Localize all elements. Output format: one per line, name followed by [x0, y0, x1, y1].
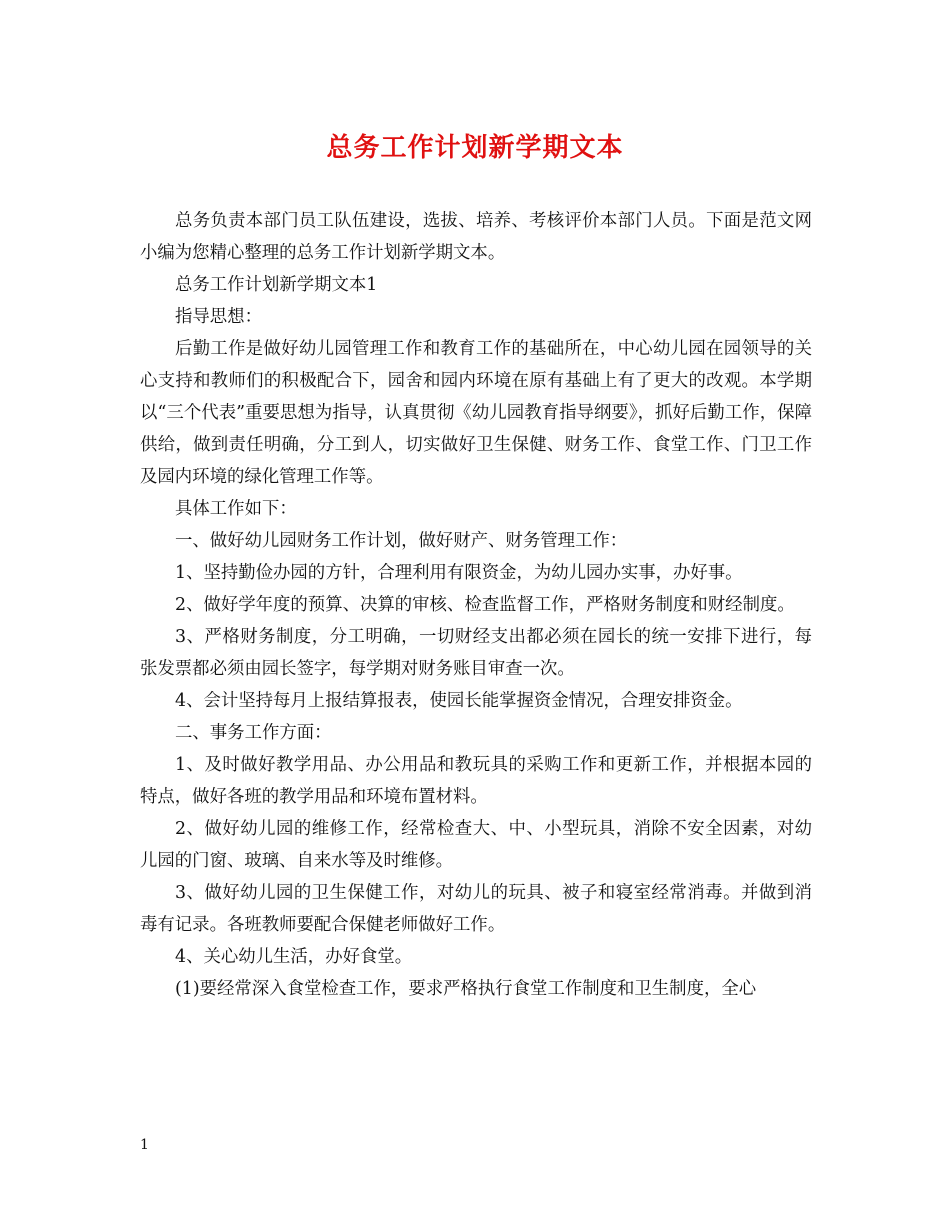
paragraph-affairs-item-2: 2、做好幼儿园的维修工作，经常检查大、中、小型玩具，消除不安全因素，对幼儿园的门窗、玻璃、自来水等及时维修。 — [140, 819, 812, 871]
paragraph-finance-heading: 一、做好幼儿园财务工作计划，做好财产、财务管理工作： — [175, 531, 628, 551]
page-number: 1 — [140, 1137, 149, 1153]
paragraph-finance-item-4: 4、会计坚持每月上报结算报表，使园长能掌握资金情况，合理安排资金。 — [175, 691, 743, 711]
paragraph-canteen-item-1: (1)要经常深入食堂检查工作，要求严格执行食堂工作制度和卫生制度，全心 — [175, 979, 757, 999]
paragraph-finance-item-2: 2、做好学年度的预算、决算的审核、检查监督工作，严格财务制度和财经制度。 — [175, 595, 795, 615]
paragraph-affairs-item-4: 4、关心幼儿生活，办好食堂。 — [175, 947, 413, 967]
document-title: 总务工作计划新学期文本 — [326, 133, 624, 163]
document-body — [140, 205, 812, 1005]
paragraph-guiding-thought: 后勤工作是做好幼儿园管理工作和教育工作的基础所在，中心幼儿园在园领导的关心支持和教师们的积极配合下，园舍和园内环境在原有基础上有了更大的改观。本学期以“三个代表”重要思想为指导，认真贯彻《幼儿园教育指导纲要》，抓好后勤工作，保障供给，做到责任明确，分工到人，切实做好卫生保健、财务工作、食堂工作、门卫工作及园内环境的绿化管理工作等。 — [140, 339, 812, 487]
paragraph-affairs-heading: 二、事务工作方面： — [175, 723, 332, 743]
paragraph-specific-work-label: 具体工作如下： — [175, 499, 297, 519]
paragraph-section-heading: 总务工作计划新学期文本1 — [175, 275, 378, 295]
paragraph-guiding-thought-label: 指导思想： — [175, 307, 262, 327]
paragraph-intro: 总务负责本部门员工队伍建设，选拔、培养、考核评价本部门人员。下面是范文网小编为您精心整理的总务工作计划新学期文本。 — [140, 211, 812, 263]
paragraph-finance-item-3: 3、严格财务制度，分工明确，一切财经支出都必须在园长的统一安排下进行，每张发票都必须由园长签字，每学期对财务账目审查一次。 — [140, 627, 812, 679]
paragraph-finance-item-1: 1、坚持勤俭办园的方针，合理利用有限资金，为幼儿园办实事，办好事。 — [175, 563, 743, 583]
paragraph-affairs-item-1: 1、及时做好教学用品、办公用品和教玩具的采购工作和更新工作，并根据本园的特点，做好各班的教学用品和环境布置材料。 — [140, 755, 812, 807]
paragraph-affairs-item-3: 3、做好幼儿园的卫生保健工作，对幼儿的玩具、被子和寝室经常消毒。并做到消毒有记录。各班教师要配合保健老师做好工作。 — [140, 883, 812, 935]
